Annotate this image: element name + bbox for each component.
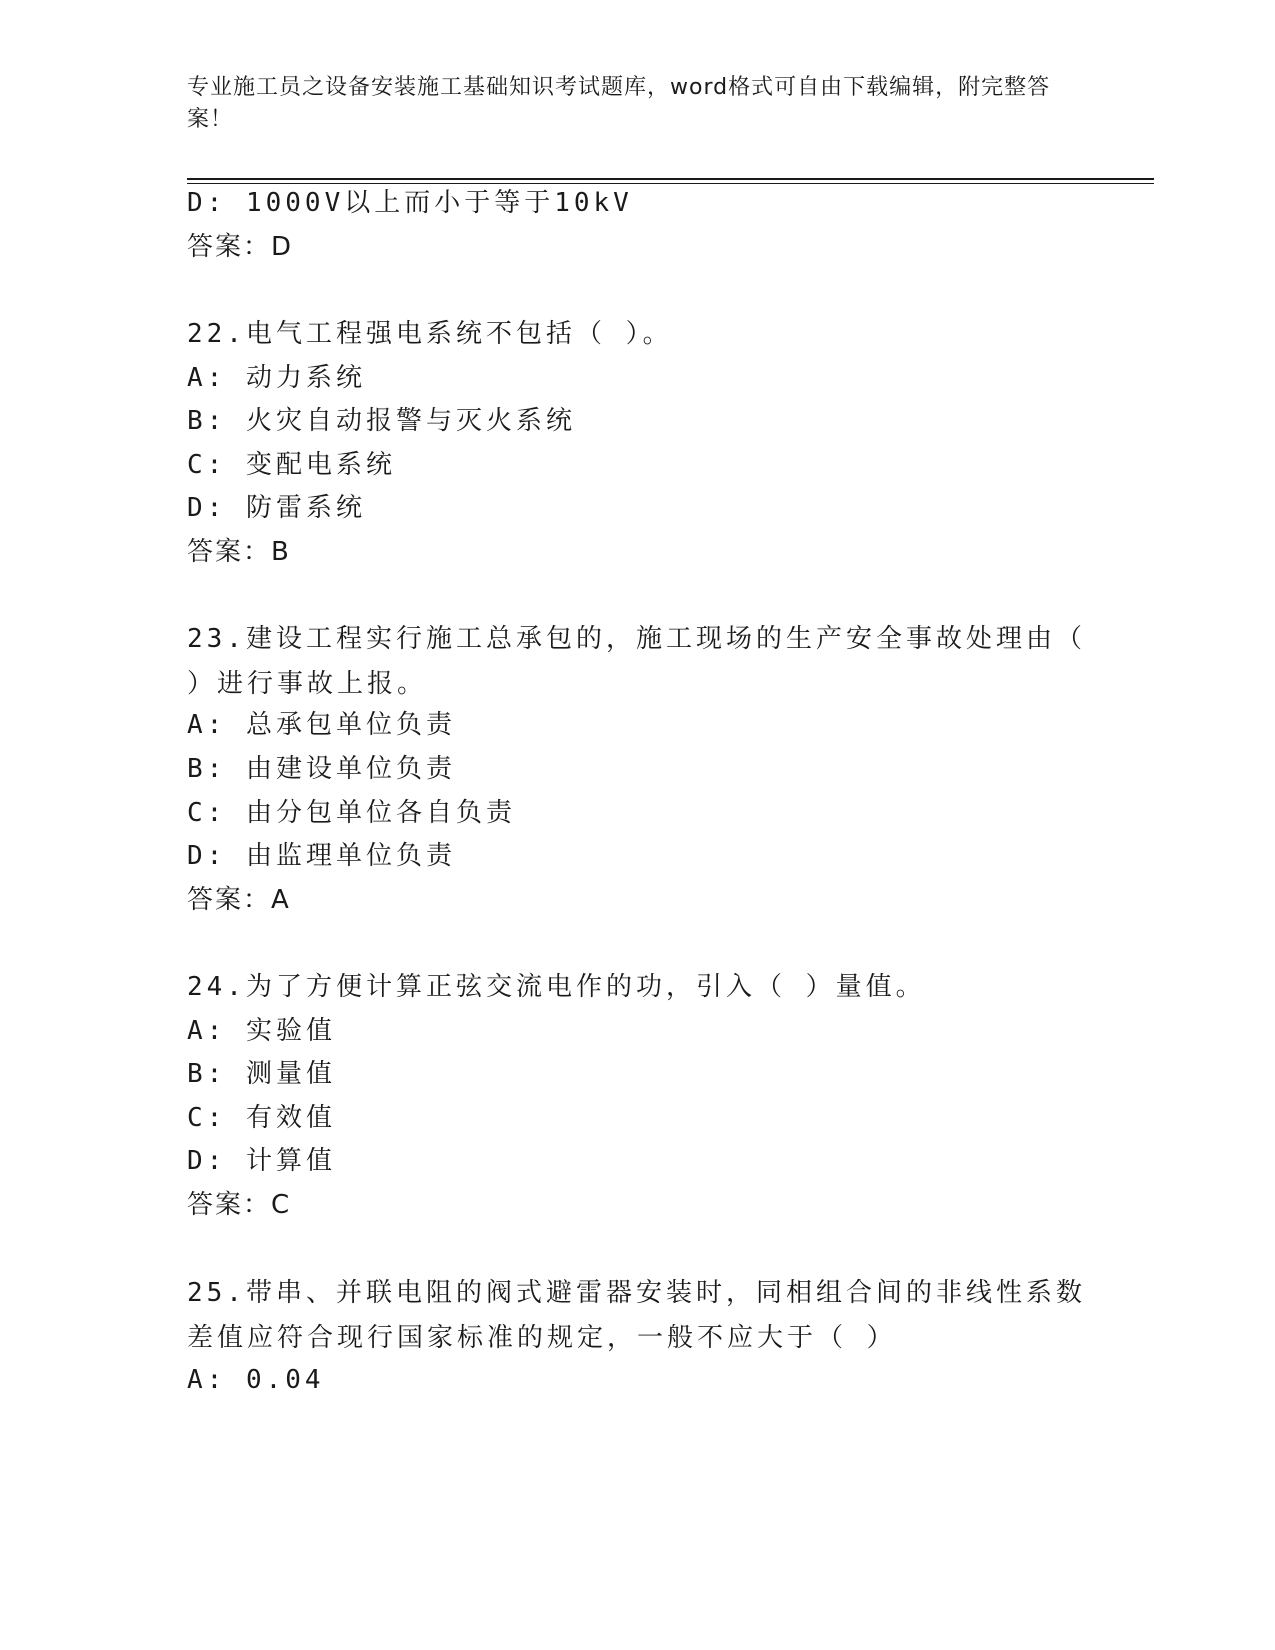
q25-question: 25.带串、并联电阻的阀式避雷器安装时，同相组合间的非线性系数差值应符合现行国家标准的规定，一般不应大于（ ）: [187, 1278, 1086, 1353]
q24-option-d: D: 计算值: [187, 1146, 336, 1176]
q23-option-a: A: 总承包单位负责: [187, 710, 456, 740]
q22-option-b: B: 火灾自动报警与灭火系统: [187, 406, 576, 436]
q23-option-b: B: 由建设单位负责: [187, 754, 456, 784]
q22-answer: 答案：B: [187, 537, 291, 567]
header-divider-thin: [187, 183, 1154, 184]
q23-option-c: C: 由分包单位各自负责: [187, 798, 516, 828]
q23-option-d: D: 由监理单位负责: [187, 841, 456, 871]
prev-answer: 答案：D: [187, 232, 294, 262]
q24-answer: 答案：C: [187, 1190, 292, 1220]
header-divider: [187, 178, 1154, 180]
q22-option-c: C: 变配电系统: [187, 450, 396, 480]
q22-question: 22.电气工程强电系统不包括（ ）。: [187, 319, 673, 349]
prev-option-d: D: 1000V以上而小于等于10kV: [187, 188, 633, 218]
q24-option-a: A: 实验值: [187, 1016, 336, 1046]
q24-option-c: C: 有效值: [187, 1103, 336, 1133]
q24-question: 24.为了方便计算正弦交流电作的功，引入（ ）量值。: [187, 972, 926, 1002]
q22-option-a: A: 动力系统: [187, 363, 366, 393]
q24-option-b: B: 测量值: [187, 1059, 336, 1089]
q23-answer: 答案：A: [187, 885, 291, 915]
q23-question: 23.建设工程实行施工总承包的，施工现场的生产安全事故处理由（ ）进行事故上报。: [187, 624, 1086, 699]
q22-option-d: D: 防雷系统: [187, 493, 366, 523]
page-header: 专业施工员之设备安装施工基础知识考试题库，word格式可自由下载编辑，附完整答案！: [187, 75, 1051, 132]
q25-option-a: A: 0.04: [187, 1365, 325, 1395]
